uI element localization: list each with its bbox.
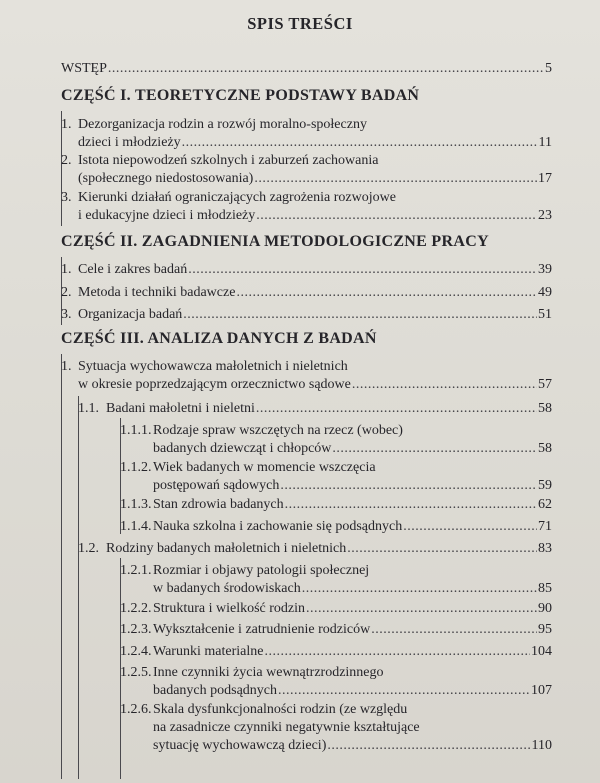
entry-text: Warunki materialne [153, 644, 264, 659]
entry-number: 1.2.2. [120, 601, 152, 616]
page-number: 71 [538, 519, 552, 534]
page-number: 85 [538, 581, 552, 596]
entry-text: Sytuacja wychowawcza małoletnich i nieletnich [78, 359, 348, 374]
page-number: 110 [531, 738, 552, 753]
entry-text: Istota niepowodzeń szkolnych i zaburzeń zachowania [78, 153, 379, 168]
leader-dots [256, 207, 537, 225]
page-number: 58 [538, 441, 552, 456]
entry-text: badanych podsądnych [153, 683, 278, 698]
page-number: 62 [538, 497, 552, 512]
page-number: 57 [538, 377, 552, 392]
page-title: SPIS TREŚCI [247, 14, 353, 33]
toc-entry [61, 152, 552, 188]
leader-dots [327, 737, 530, 755]
toc-entry [120, 518, 552, 536]
leader-dots [347, 540, 537, 558]
leader-dots [188, 261, 537, 279]
toc-entry-wstep [61, 60, 552, 78]
entry-text: Badani małoletni i nieletni [106, 401, 255, 416]
entry-text: Dezorganizacja rodzin a rozwój moralno-społeczny [78, 117, 367, 132]
leader-dots [278, 682, 530, 700]
entry-number: 1. [61, 262, 72, 277]
toc-entry [61, 116, 552, 152]
entry-number: 1.1.4. [120, 519, 152, 534]
entry-text: Rozmiar i objawy patologii społecznej [153, 563, 370, 578]
entry-text: na zasadnicze czynniki negatywnie kształtujące [153, 720, 420, 735]
page-number: 23 [538, 208, 552, 223]
part-heading: CZĘŚĆ I. TEORETYCZNE PODSTAWY BADAŃ [61, 87, 420, 104]
page-number: 90 [538, 601, 552, 616]
entry-text: Kierunki działań ograniczających zagrożenia rozwojowe [78, 190, 396, 205]
toc-entry [61, 189, 552, 225]
leader-dots [236, 284, 537, 302]
page-number: 17 [538, 171, 552, 186]
leader-dots [254, 170, 537, 188]
leader-dots [183, 306, 537, 324]
leader-dots [182, 134, 538, 152]
toc-entry [78, 400, 552, 418]
toc-entry [61, 284, 552, 302]
entry-text: w okresie poprzedzającym orzecznictwo sądowe [78, 377, 351, 392]
entry-number: 1.2.5. [120, 665, 152, 680]
toc-entry [120, 701, 552, 755]
entry-text: Wykształcenie i zatrudnienie rodziców [153, 622, 371, 637]
leader-dots [264, 643, 530, 661]
entry-number: 1.2.6. [120, 702, 152, 717]
entry-text: (społecznego niedostosowania) [78, 171, 254, 186]
page-number: 11 [538, 135, 552, 150]
page-number: 104 [531, 644, 552, 659]
entry-text: Inne czynniki życia wewnątrzrodzinnego [153, 665, 384, 680]
entry-number: 2. [61, 285, 72, 300]
entry-number: 1. [61, 359, 72, 374]
entry-number: 2. [61, 153, 72, 168]
part-heading: CZĘŚĆ II. ZAGADNIENIA METODOLOGICZNE PRACY [61, 233, 489, 250]
leader-dots [403, 518, 537, 536]
toc-entry [61, 306, 552, 324]
page-number: 51 [538, 307, 552, 322]
divider-line [61, 354, 62, 779]
leader-dots [256, 400, 537, 418]
leader-dots [332, 440, 537, 458]
page-number: 95 [538, 622, 552, 637]
toc-entry [61, 358, 552, 394]
leader-dots [285, 496, 537, 514]
toc-entry [120, 459, 552, 495]
entry-number: 1.1.3. [120, 497, 152, 512]
entry-text: Stan zdrowia badanych [153, 497, 284, 512]
entry-text: Skala dysfunkcjonalności rodzin (ze względu [153, 702, 408, 717]
entry-number: 1.1.1. [120, 423, 152, 438]
toc-entry [120, 664, 552, 700]
entry-text: Struktura i wielkość rodzin [153, 601, 306, 616]
entry-number: 1. [61, 117, 72, 132]
toc-entry [78, 540, 552, 558]
leader-dots [306, 600, 537, 618]
page-number: 107 [531, 683, 552, 698]
entry-text: Rodzaje spraw wszczętych na rzecz (wobec) [153, 423, 403, 438]
page-number: 58 [538, 401, 552, 416]
entry-text: sytuację wychowawczą dzieci) [153, 738, 327, 753]
toc-entry [120, 621, 552, 639]
entry-text: Rodziny badanych małoletnich i nieletnich [106, 541, 347, 556]
entry-number: 3. [61, 190, 72, 205]
toc-entry [61, 261, 552, 279]
leader-dots [302, 580, 537, 598]
toc-entry [120, 643, 552, 661]
entry-number: 1.2. [78, 541, 99, 556]
entry-number: 1.1.2. [120, 460, 152, 475]
page-number: 39 [538, 262, 552, 277]
page-number: 49 [538, 285, 552, 300]
entry-text: dzieci i młodzieży [78, 135, 181, 150]
toc-entry [120, 600, 552, 618]
page-number: 83 [538, 541, 552, 556]
leader-dots [352, 376, 537, 394]
divider-line [78, 396, 79, 779]
entry-text: w badanych środowiskach [153, 581, 301, 596]
entry-text: badanych dziewcząt i chłopców [153, 441, 332, 456]
leader-dots [108, 60, 544, 78]
page-number: 59 [538, 478, 552, 493]
entry-text: Wiek badanych w momencie wszczęcia [153, 460, 376, 475]
leader-dots [280, 477, 537, 495]
entry-number: 1.2.4. [120, 644, 152, 659]
entry-text: WSTĘP [61, 61, 107, 76]
entry-text: postępowań sądowych [153, 478, 280, 493]
toc-entry [120, 422, 552, 458]
entry-text: i edukacyjne dzieci i młodzieży [78, 208, 256, 223]
toc-entry [120, 496, 552, 514]
entry-text: Nauka szkolna i zachowanie się podsądnych [153, 519, 403, 534]
toc-entry [120, 562, 552, 598]
entry-text: Metoda i techniki badawcze [78, 285, 236, 300]
entry-number: 1.2.3. [120, 622, 152, 637]
leader-dots [371, 621, 537, 639]
entry-text: Organizacja badań [78, 307, 183, 322]
entry-text: Cele i zakres badań [78, 262, 188, 277]
entry-number: 1.1. [78, 401, 99, 416]
entry-number: 3. [61, 307, 72, 322]
page-number: 5 [545, 61, 552, 76]
part-heading: CZĘŚĆ III. ANALIZA DANYCH Z BADAŃ [61, 330, 377, 347]
entry-number: 1.2.1. [120, 563, 152, 578]
